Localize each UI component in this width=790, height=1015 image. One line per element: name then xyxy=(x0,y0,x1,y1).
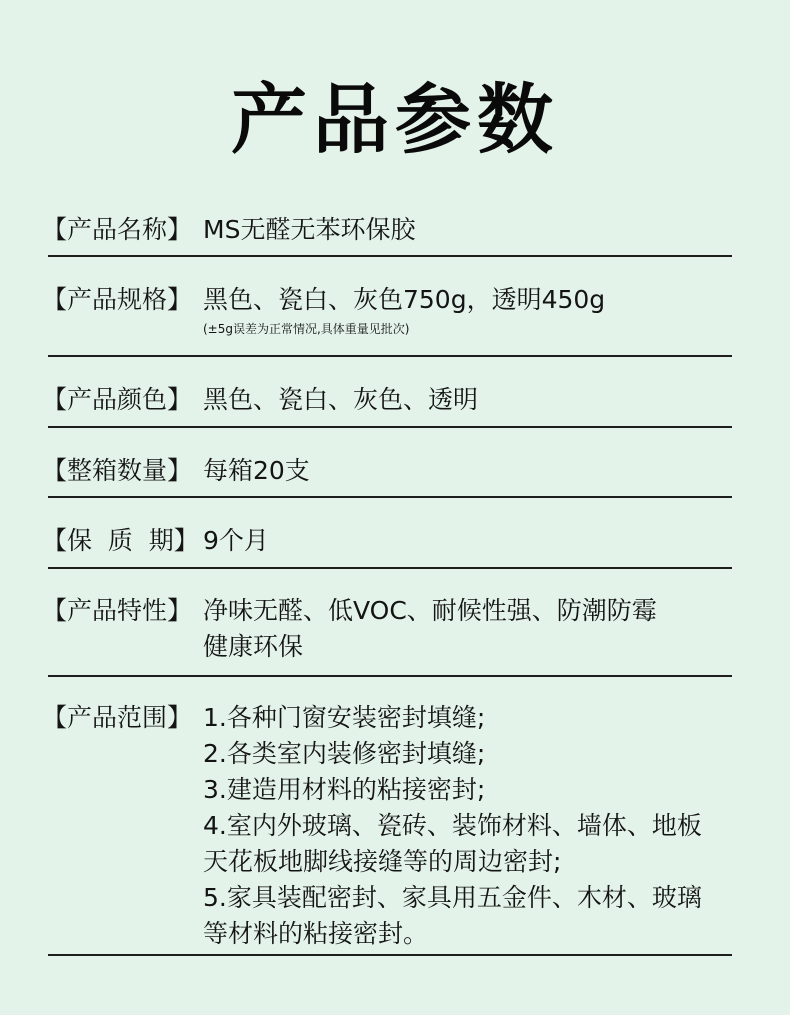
param-value-quantity: 每箱20支 xyxy=(203,456,310,485)
param-label-shelf-life: 【保 质 期】 xyxy=(42,526,199,555)
divider xyxy=(48,496,732,498)
param-label-color: 【产品颜色】 xyxy=(42,385,193,414)
divider xyxy=(48,355,732,357)
divider xyxy=(48,954,732,956)
param-label-quantity: 【整箱数量】 xyxy=(42,456,193,485)
param-label-name: 【产品名称】 xyxy=(42,215,193,244)
param-label-scope: 【产品范围】 xyxy=(42,703,193,732)
param-row-color xyxy=(42,382,732,418)
scope-line: 5.家具装配密封、家具用五金件、木材、玻璃 xyxy=(203,883,702,912)
scope-line: 4.室内外玻璃、瓷砖、装饰材料、墙体、地板 xyxy=(203,811,702,840)
features-line: 健康环保 xyxy=(203,632,304,661)
scope-line: 3.建造用材料的粘接密封; xyxy=(203,775,486,804)
param-row-name xyxy=(42,212,732,248)
param-value-name: MS无醛无苯环保胶 xyxy=(203,215,416,244)
param-value-scope xyxy=(203,700,732,952)
param-value-shelf-life: 9个月 xyxy=(203,526,269,555)
param-label-spec: 【产品规格】 xyxy=(42,285,193,314)
param-row-shelf-life xyxy=(42,523,732,559)
param-row-spec xyxy=(42,282,732,338)
page-title: 产品参数 xyxy=(231,75,559,164)
param-note-spec: (±5g误差为正常情况,具体重量见批次) xyxy=(203,322,410,336)
param-value-color: 黑色、瓷白、灰色、透明 xyxy=(203,385,479,414)
scope-line: 等材料的粘接密封。 xyxy=(203,919,429,948)
divider xyxy=(48,426,732,428)
divider xyxy=(48,255,732,257)
param-value-spec-wrap xyxy=(203,282,732,338)
scope-line: 1.各种门窗安装密封填缝; xyxy=(203,703,486,732)
param-row-features xyxy=(42,593,732,665)
param-row-scope xyxy=(42,700,732,952)
param-row-quantity xyxy=(42,453,732,489)
param-value-spec: 黑色、瓷白、灰色750g，透明450g xyxy=(203,285,606,314)
divider xyxy=(48,567,732,569)
divider xyxy=(48,675,732,677)
scope-line: 天花板地脚线接缝等的周边密封; xyxy=(203,847,562,876)
param-label-features: 【产品特性】 xyxy=(42,596,193,625)
scope-line: 2.各类室内装修密封填缝; xyxy=(203,739,486,768)
features-line: 净味无醛、低VOC、耐候性强、防潮防霉 xyxy=(203,596,657,625)
param-value-features xyxy=(203,593,732,665)
